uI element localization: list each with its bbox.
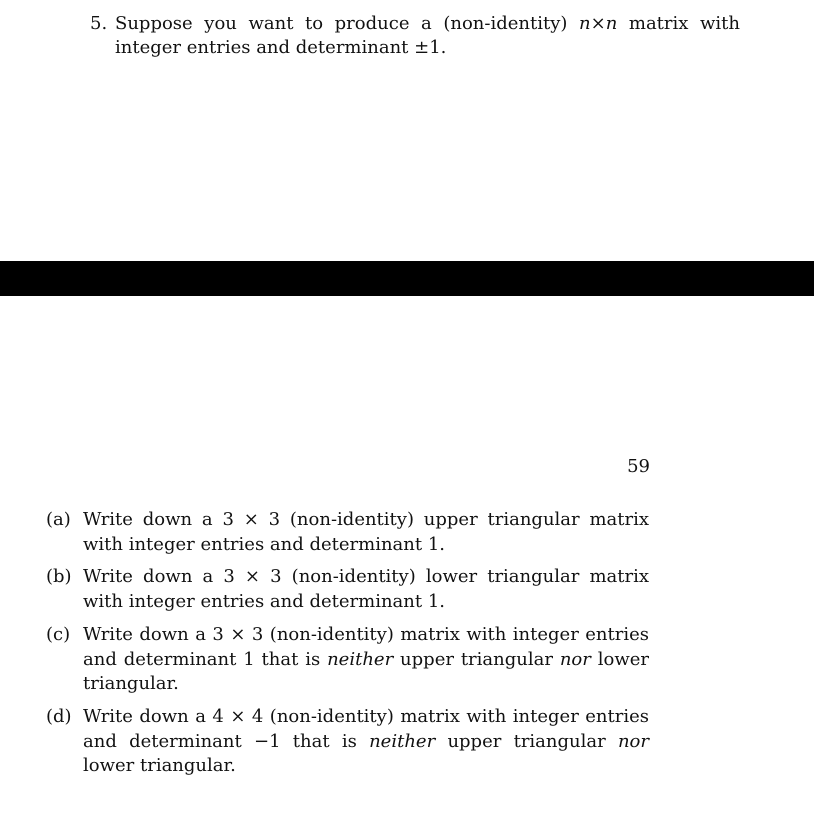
math-times: ×	[590, 13, 606, 34]
emphasis-nor: nor	[617, 730, 650, 752]
part-text: Write down a 3 × 3 (non-identity) upper triangular matrix with integer entries and determinant 1.	[83, 509, 649, 555]
emphasis-neither: neither	[369, 730, 436, 752]
redaction-bar	[0, 261, 814, 296]
part-text-segment: lower triangular.	[83, 648, 650, 694]
part-text-segment: Write down a 3 × 3 (non-identity) matrix with integer entries and determinant 1 that is	[83, 624, 649, 670]
part-text	[83, 705, 649, 779]
emphasis-nor: nor	[559, 648, 591, 670]
page-number: 59	[627, 456, 650, 477]
problem-text-part1: Suppose you want to produce a (non-identity)	[115, 13, 580, 34]
problem-number: 5.	[90, 13, 108, 34]
part-text: Write down a 3 × 3 (non-identity) lower triangular matrix with integer entries and determinant 1.	[83, 566, 649, 612]
negative-one: −1	[254, 730, 281, 752]
emphasis-neither: neither	[327, 648, 394, 670]
part-label: (a)	[46, 509, 71, 530]
part-text-segment: lower triangular.	[83, 755, 236, 776]
part-text	[83, 623, 649, 697]
problem-text-part2: matrix with integer entries and determinant ±1.	[115, 13, 740, 58]
math-n: n	[579, 13, 591, 34]
problem-statement	[115, 12, 740, 60]
part-text-segment: upper triangular	[393, 648, 560, 670]
math-n: n	[605, 13, 618, 34]
part-label: (d)	[46, 706, 72, 727]
part-label: (b)	[46, 566, 72, 587]
part-text-segment: Write down a 4 × 4 (non-identity) matrix with integer entries and determinant	[83, 706, 649, 752]
part-text-segment: upper triangular	[435, 730, 618, 752]
part-text-segment: that is	[280, 730, 370, 752]
part-label: (c)	[46, 624, 71, 645]
